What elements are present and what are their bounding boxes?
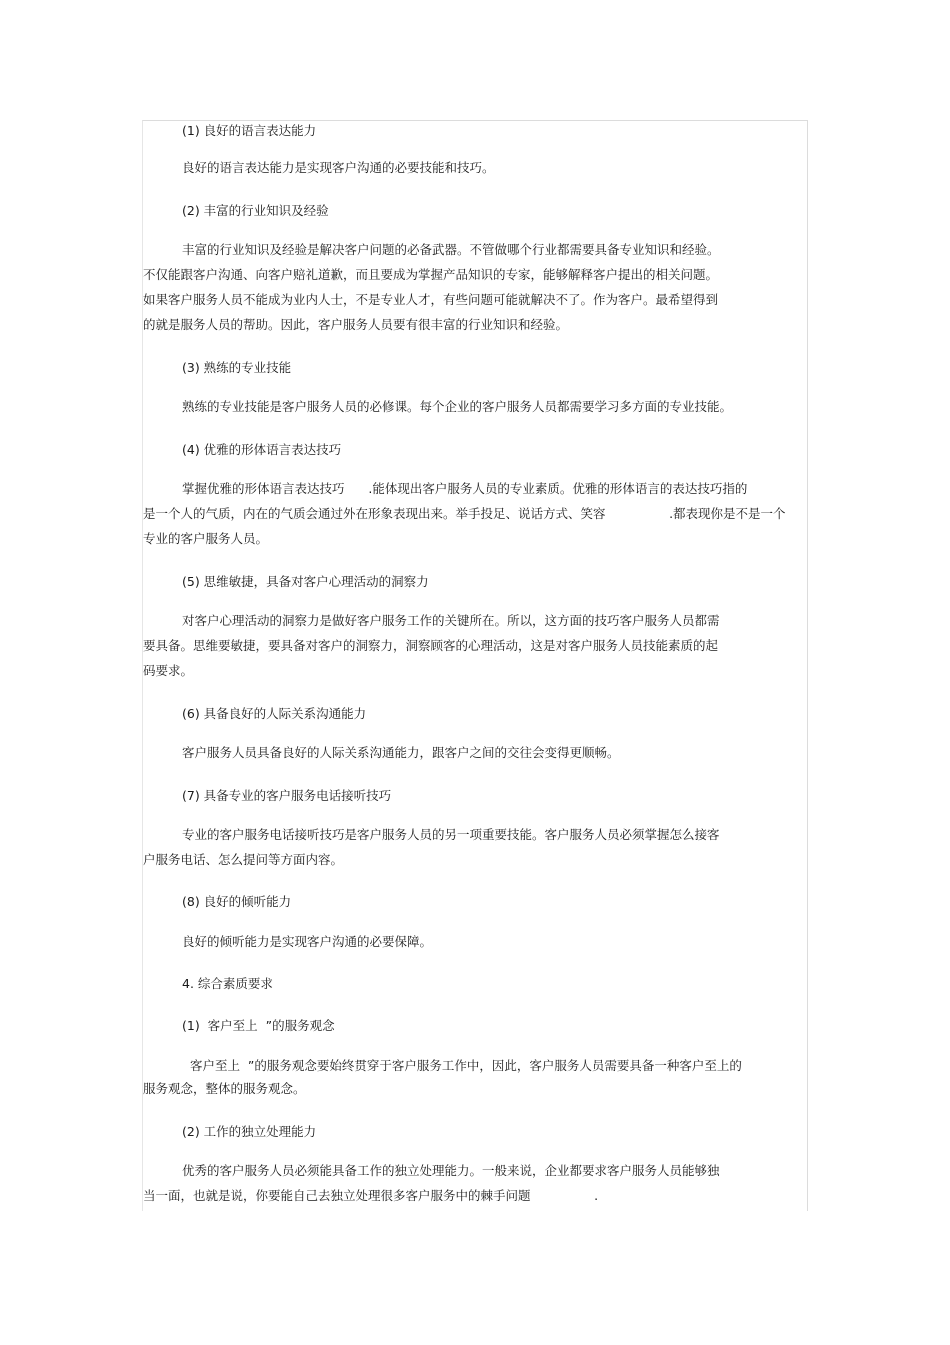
paragraph-line: 掌握优雅的形体语言表达技巧 .能体现出客户服务人员的专业素质。优雅的形体语言的表达技巧指的	[182, 481, 748, 496]
paragraph-line: 优秀的客户服务人员必须能具备工作的独立处理能力。一般来说，企业都要求客户服务人员能够独	[182, 1163, 720, 1178]
paragraph-line: 是一个人的气质，内在的气质会通过外在形象表现出来。举手投足、说话方式、笑容 .都表现你是不是一个	[143, 506, 786, 521]
paragraph-line: 不仅能跟客户沟通、向客户赔礼道歉，而且要成为掌握产品知识的专家，能够解释客户提出的相关问题。	[143, 267, 719, 282]
paragraph-line: 户服务电话、怎么提问等方面内容。	[143, 852, 344, 867]
paragraph-line: 服务观念，整体的服务观念。	[143, 1081, 306, 1096]
paragraph-line: 要具备。思维要敏捷，要具备对客户的洞察力，洞察顾客的心理活动，这是对客户服务人员技能素质的起	[143, 638, 719, 653]
heading-4-2: (2) 工作的独立处理能力	[182, 1124, 317, 1139]
content-frame	[142, 120, 808, 1211]
heading-1-3: (3) 熟练的专业技能	[182, 360, 292, 375]
paragraph-line: 专业的客户服务人员。	[143, 531, 269, 546]
paragraph-line: 码要求。	[143, 663, 194, 678]
paragraph-line: 良好的语言表达能力是实现客户沟通的必要技能和技巧。	[182, 160, 495, 175]
section-heading-4: 4. 综合素质要求	[182, 976, 273, 991]
paragraph-line: 如果客户服务人员不能成为业内人士，不是专业人才，有些问题可能就解决不了。作为客户。最希望得到	[143, 292, 719, 307]
paragraph-line: 良好的倾听能力是实现客户沟通的必要保障。	[182, 934, 433, 949]
paragraph-line: 熟练的专业技能是客户服务人员的必修课。每个企业的客户服务人员都需要学习多方面的专业技能。	[182, 399, 733, 414]
heading-1-6: (6) 具备良好的人际关系沟通能力	[182, 706, 367, 721]
paragraph-line: 丰富的行业知识及经验是解决客户问题的必备武器。不管做哪个行业都需要具备专业知识和经验。	[182, 242, 720, 257]
heading-1-7: (7) 具备专业的客户服务电话接听技巧	[182, 788, 392, 803]
heading-1-8: (8) 良好的倾听能力	[182, 894, 292, 909]
heading-1-2: (2) 丰富的行业知识及经验	[182, 203, 329, 218]
heading-1-5: (5) 思维敏捷，具备对客户心理活动的洞察力	[182, 574, 429, 589]
heading-4-1: (1) 客户至上 ”的服务观念	[182, 1018, 335, 1033]
heading-1-4: (4) 优雅的形体语言表达技巧	[182, 442, 342, 457]
paragraph-line: 对客户心理活动的洞察力是做好客户服务工作的关键所在。所以，这方面的技巧客户服务人员都需	[182, 613, 720, 628]
paragraph-line: 客户至上 ”的服务观念要始终贯穿于客户服务工作中，因此，客户服务人员需要具备一种客户至上的	[182, 1058, 742, 1073]
paragraph-line: 专业的客户服务电话接听技巧是客户服务人员的另一项重要技能。客户服务人员必须掌握怎么接客	[182, 827, 720, 842]
heading-1-1: (1) 良好的语言表达能力	[182, 123, 317, 138]
paragraph-line: 当一面，也就是说，你要能自己去独立处理很多客户服务中的棘手问题 .	[143, 1188, 599, 1203]
paragraph-line: 的就是服务人员的帮助。因此，客户服务人员要有很丰富的行业知识和经验。	[143, 317, 569, 332]
paragraph-line: 客户服务人员具备良好的人际关系沟通能力，跟客户之间的交往会变得更顺畅。	[182, 745, 620, 760]
